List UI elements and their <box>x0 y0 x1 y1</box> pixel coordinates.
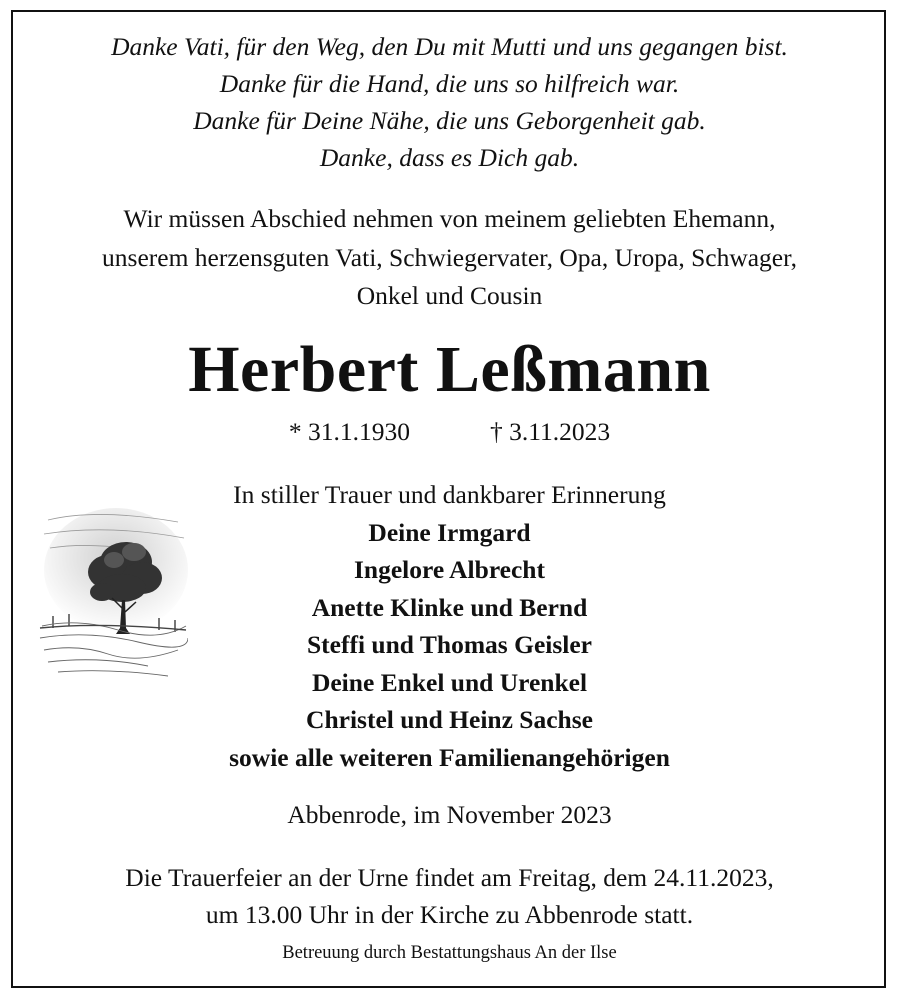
undertaker-credit: Betreuung durch Bestattungshaus An der Ilse <box>282 943 617 963</box>
intro-line: unserem herzensguten Vati, Schwiegervater, Opa, Uropa, Schwager, <box>102 242 797 272</box>
poem-line: Danke Vati, für den Weg, den Du mit Mutti und uns gegangen bist. <box>111 32 788 61</box>
farewell-intro <box>0 200 899 316</box>
poem <box>0 28 899 176</box>
mourners-heading: In stiller Trauer und dankbarer Erinnerung <box>233 480 666 509</box>
poem-line: Danke, dass es Dich gab. <box>319 143 580 172</box>
service-line: um 13.00 Uhr in der Kirche zu Abbenrode statt. <box>205 900 694 929</box>
service-line: Die Trauerfeier an der Urne findet am Freitag, dem 24.11.2023, <box>125 863 774 892</box>
mourner-name: Steffi und Thomas Geisler <box>306 630 592 659</box>
life-dates <box>0 414 899 450</box>
mourner-name: Deine Enkel und Urenkel <box>311 667 588 697</box>
mourner-name: Ingelore Albrecht <box>353 555 545 584</box>
place-and-date: Abbenrode, im November 2023 <box>287 800 612 829</box>
mourner-name: Christel und Heinz Sachse <box>306 705 593 734</box>
mourner-name: sowie alle weiteren Familienangehörigen <box>229 742 670 772</box>
mourners <box>0 476 899 776</box>
poem-line: Danke für die Hand, die uns so hilfreich war. <box>219 69 680 98</box>
intro-line: Onkel und Cousin <box>356 281 543 310</box>
deceased-name: Herbert Leßmann <box>188 333 711 406</box>
mourner-name: Deine Irmgard <box>368 517 531 547</box>
intro-line: Wir müssen Abschied nehmen von meinem geliebten Ehemann, <box>123 204 776 233</box>
death-date: † 3.11.2023 <box>489 417 611 446</box>
mourner-name: Anette Klinke und Bernd <box>311 592 588 622</box>
poem-line: Danke für Deine Nähe, die uns Geborgenheit gab. <box>193 106 706 135</box>
service-info <box>0 859 899 933</box>
birth-date: * 31.1.1930 <box>288 417 410 446</box>
